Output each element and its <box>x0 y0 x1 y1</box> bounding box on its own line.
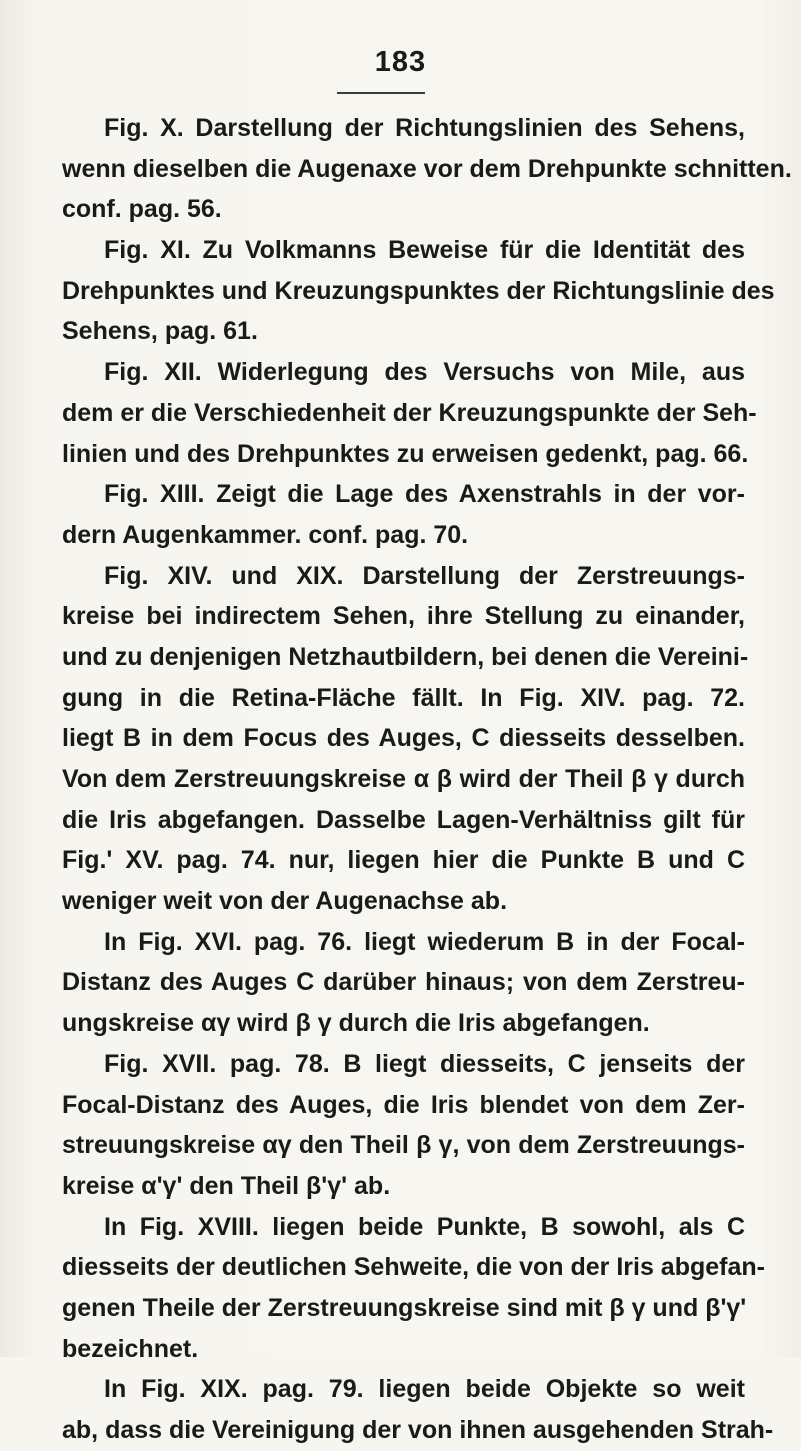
text-line: weniger weit von der Augenachse ab. <box>62 887 508 916</box>
text-line: Fig. XVII. pag. 78. B liegt diesseits, C jenseits der <box>104 1049 745 1078</box>
text-line: Fig. XIII. Zeigt die Lage des Axenstrahls in der vor- <box>104 480 745 509</box>
text-line: die Iris abgefangen. Dasselbe Lagen-Verhältniss gilt für <box>62 805 745 834</box>
text-line: ungskreise αγ wird β γ durch die Iris abgefangen. <box>62 1009 650 1038</box>
text-line: wenn dieselben die Augenaxe vor dem Drehpunkte schnitten. <box>62 154 792 183</box>
text-line: Drehpunktes und Kreuzungspunktes der Richtungslinie des <box>62 276 775 305</box>
text-line: Fig. X. Darstellung der Richtungslinien des Sehens, <box>104 114 745 142</box>
text-line: Fig. XI. Zu Volkmanns Beweise für die Identität des <box>104 236 745 265</box>
text-line: genen Theile der Zerstreuungskreise sind mit β γ und β'γ' <box>62 1293 747 1322</box>
text-line: In Fig. XVI. pag. 76. liegt wiederum B in der Focal- <box>104 927 745 956</box>
header-rule <box>337 92 425 94</box>
text-line: Von dem Zerstreuungskreise α β wird der Theil β γ durch <box>62 765 745 793</box>
text-line: bezeichnet. <box>62 1334 199 1363</box>
page-body-text <box>62 108 792 1451</box>
text-line: diesseits der deutlichen Sehweite, die von der Iris abgefan- <box>62 1253 765 1282</box>
text-line: und zu denjenigen Netzhautbildern, bei denen die Vereini- <box>62 642 749 671</box>
text-line: Fig. XII. Widerlegung des Versuchs von Mile, aus <box>104 358 745 387</box>
text-line: Fig. XIV. und XIX. Darstellung der Zerstreuungs- <box>104 561 745 590</box>
text-line: linien und des Drehpunktes zu erweisen gedenkt, pag. 66. <box>62 439 749 468</box>
text-line: Fig.' XV. pag. 74. nur, liegen hier die Punkte B und C <box>62 846 745 875</box>
text-line: Distanz des Auges C darüber hinaus; von dem Zerstreu- <box>62 968 745 997</box>
text-line: dem er die Verschiedenheit der Kreuzungspunkte der Seh- <box>62 398 757 427</box>
text-line: conf. pag. 56. <box>62 195 222 224</box>
text-line: In Fig. XIX. pag. 79. liegen beide Objekte so weit <box>104 1375 745 1404</box>
text-line: gung in die Retina-Fläche fällt. In Fig. XIV. pag. 72. <box>62 683 745 712</box>
text-line: Sehens, pag. 61. <box>62 317 258 346</box>
text-line: streuungskreise αγ den Theil β γ, von dem Zerstreuungs- <box>62 1131 745 1160</box>
text-line: Focal-Distanz des Auges, die Iris blendet von dem Zer- <box>62 1090 745 1119</box>
page-number: 183 <box>374 46 427 78</box>
text-line: kreise bei indirectem Sehen, ihre Stellung zu einander, <box>62 602 745 631</box>
text-line: kreise α'γ' den Theil β'γ' ab. <box>62 1171 391 1200</box>
text-line: dern Augenkammer. conf. pag. 70. <box>62 520 469 549</box>
text-line: In Fig. XVIII. liegen beide Punkte, B sowohl, als C <box>104 1212 745 1241</box>
text-line: liegt B in dem Focus des Auges, C diesseits desselben. <box>62 724 745 753</box>
text-line: ab, dass die Vereinigung der von ihnen ausgehenden Strah- <box>62 1416 774 1444</box>
